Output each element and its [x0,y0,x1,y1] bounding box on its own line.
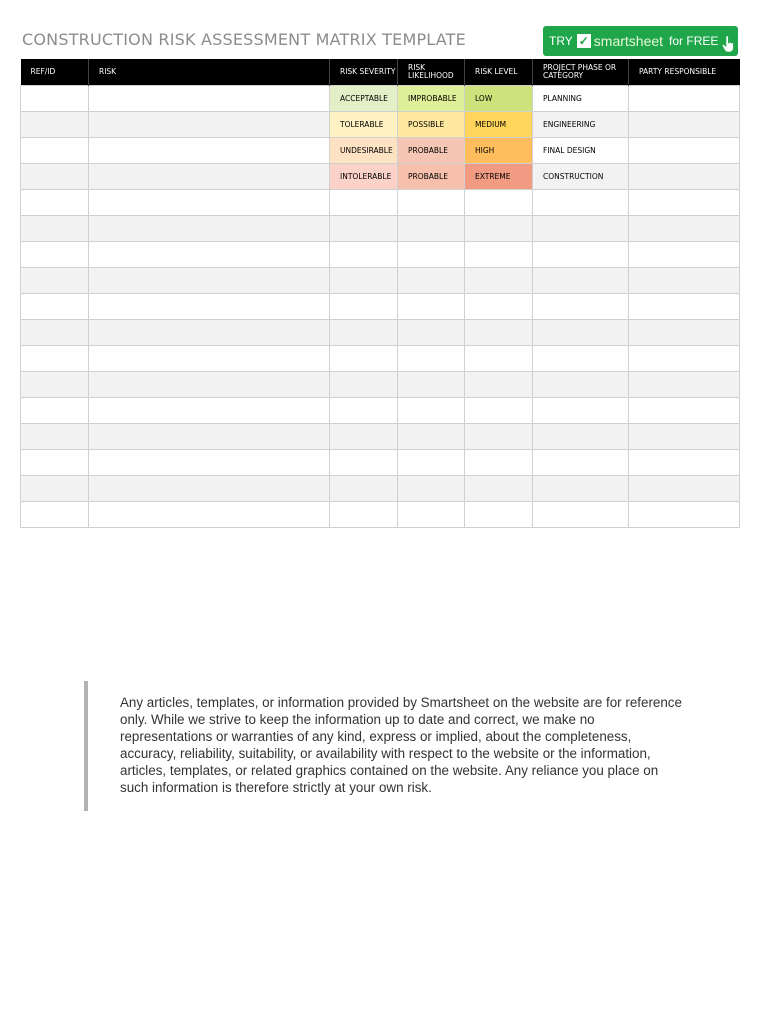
cell-party[interactable] [629,398,740,424]
table-row [21,112,740,138]
cell-phase[interactable] [533,190,629,216]
cell-likelihood[interactable] [398,346,465,372]
header-project-phase: PROJECT PHASE OR CATEGORY [533,59,629,86]
pointer-hand-icon [722,36,734,52]
cell-severity[interactable]: UNDESIRABLE [330,138,398,164]
header-risk-level: RISK LEVEL [465,59,533,86]
table-row [21,138,740,164]
cell-ref-id[interactable] [21,372,89,398]
table-row [21,424,740,450]
cell-party[interactable] [629,320,740,346]
cell-severity[interactable] [330,268,398,294]
cell-phase[interactable]: FINAL DESIGN [533,138,629,164]
cell-party[interactable] [629,164,740,190]
table-row [21,294,740,320]
cell-risk[interactable] [89,502,330,528]
risk-matrix-table [20,59,740,528]
try-smartsheet-button[interactable] [543,26,738,56]
cell-level[interactable] [465,294,533,320]
cell-severity[interactable]: TOLERABLE [330,112,398,138]
header-risk: RISK [89,59,330,86]
cell-risk[interactable] [89,346,330,372]
header-risk-severity: RISK SEVERITY [330,59,398,86]
checkmark-icon: ✓ [578,34,589,48]
cell-likelihood[interactable] [398,502,465,528]
cell-likelihood[interactable]: PROBABLE [398,164,465,190]
cell-phase[interactable]: PLANNING [533,86,629,112]
cell-likelihood[interactable] [398,216,465,242]
cell-risk[interactable] [89,424,330,450]
cell-severity[interactable] [330,216,398,242]
table-row [21,398,740,424]
cell-level[interactable] [465,268,533,294]
cell-ref-id[interactable] [21,424,89,450]
cell-phase[interactable] [533,294,629,320]
cell-severity[interactable] [330,398,398,424]
cell-party[interactable] [629,138,740,164]
cell-party[interactable] [629,112,740,138]
cell-level[interactable] [465,346,533,372]
cell-party[interactable] [629,268,740,294]
cell-ref-id[interactable] [21,86,89,112]
cell-phase[interactable] [533,450,629,476]
disclaimer-text: Any articles, templates, or information provided by Smartsheet on the website are for reference only. While we strive to keep the information up to date and correct, we make no representations or warranties of any kind, express or implied, about the completeness, accuracy, reliability, suitability, or availability with respect to the website or the information, articles, templates, or related graphics contained on the website. Any reliance you place on such information is therefore strictly at your own risk. [120,695,682,795]
table-row [21,268,740,294]
promo-brand-label: smartsheet [593,33,664,49]
cell-severity[interactable] [330,450,398,476]
table-row [21,502,740,528]
cell-risk[interactable] [89,476,330,502]
cell-risk[interactable] [89,450,330,476]
cell-risk[interactable] [89,216,330,242]
cell-severity[interactable] [330,476,398,502]
cell-level[interactable] [465,190,533,216]
cell-severity[interactable] [330,502,398,528]
cell-phase[interactable] [533,398,629,424]
promo-free-label: for FREE [669,34,719,48]
cell-risk[interactable] [89,268,330,294]
table-row [21,216,740,242]
cell-level[interactable] [465,450,533,476]
cell-level[interactable]: HIGH [465,138,533,164]
cell-risk[interactable] [89,398,330,424]
cell-level[interactable]: MEDIUM [465,112,533,138]
cell-ref-id[interactable] [21,320,89,346]
table-header-row [21,59,740,86]
cell-party[interactable] [629,476,740,502]
cell-phase[interactable] [533,320,629,346]
cell-phase[interactable] [533,476,629,502]
cell-likelihood[interactable]: PROBABLE [398,138,465,164]
cell-party[interactable] [629,242,740,268]
cell-risk[interactable] [89,86,330,112]
cell-risk[interactable] [89,320,330,346]
cell-ref-id[interactable] [21,450,89,476]
cell-risk[interactable] [89,242,330,268]
cell-ref-id[interactable] [21,164,89,190]
table-row [21,476,740,502]
cell-severity[interactable]: ACCEPTABLE [330,86,398,112]
cell-severity[interactable] [330,372,398,398]
cell-level[interactable]: EXTREME [465,164,533,190]
cell-party[interactable] [629,502,740,528]
cell-severity[interactable] [330,346,398,372]
cell-likelihood[interactable]: POSSIBLE [398,112,465,138]
cell-likelihood[interactable]: IMPROBABLE [398,86,465,112]
cell-level[interactable] [465,242,533,268]
cell-level[interactable] [465,424,533,450]
cell-level[interactable] [465,476,533,502]
cell-phase[interactable] [533,372,629,398]
cell-phase[interactable] [533,216,629,242]
cell-likelihood[interactable] [398,190,465,216]
cell-level[interactable] [465,398,533,424]
cell-phase[interactable]: ENGINEERING [533,112,629,138]
cell-party[interactable] [629,346,740,372]
cell-ref-id[interactable] [21,398,89,424]
cell-level[interactable]: LOW [465,86,533,112]
cell-ref-id[interactable] [21,294,89,320]
cell-phase[interactable] [533,424,629,450]
cell-likelihood[interactable] [398,424,465,450]
cell-likelihood[interactable] [398,320,465,346]
cell-ref-id[interactable] [21,138,89,164]
cell-level[interactable] [465,216,533,242]
cell-likelihood[interactable] [398,398,465,424]
page-title: CONSTRUCTION RISK ASSESSMENT MATRIX TEMPLATE [22,30,466,49]
cell-phase[interactable] [533,268,629,294]
table-row [21,164,740,190]
cell-party[interactable] [629,216,740,242]
cell-ref-id[interactable] [21,268,89,294]
cell-severity[interactable]: INTOLERABLE [330,164,398,190]
cell-phase[interactable] [533,346,629,372]
promo-try-label: TRY [549,34,573,48]
cell-likelihood[interactable] [398,294,465,320]
cell-level[interactable] [465,502,533,528]
cell-ref-id[interactable] [21,476,89,502]
header-risk-likelihood: RISK LIKELIHOOD [398,59,465,86]
cell-level[interactable] [465,372,533,398]
cell-ref-id[interactable] [21,346,89,372]
cell-phase[interactable]: CONSTRUCTION [533,164,629,190]
header-ref-id: REF/ID [21,59,89,86]
cell-risk[interactable] [89,138,330,164]
cell-risk[interactable] [89,294,330,320]
table-row [21,242,740,268]
cell-party[interactable] [629,450,740,476]
table-row [21,320,740,346]
cell-severity[interactable] [330,294,398,320]
cell-risk[interactable] [89,112,330,138]
cell-risk[interactable] [89,372,330,398]
cell-party[interactable] [629,372,740,398]
cell-ref-id[interactable] [21,190,89,216]
cell-ref-id[interactable] [21,242,89,268]
cell-likelihood[interactable] [398,242,465,268]
table-row [21,372,740,398]
cell-risk[interactable] [89,164,330,190]
cell-ref-id[interactable] [21,112,89,138]
table-row [21,450,740,476]
cell-ref-id[interactable] [21,216,89,242]
cell-severity[interactable] [330,320,398,346]
table-row [21,190,740,216]
cell-phase[interactable] [533,502,629,528]
cell-severity[interactable] [330,424,398,450]
table-row [21,86,740,112]
cell-party[interactable] [629,424,740,450]
disclaimer-box [84,681,688,811]
cell-severity[interactable] [330,242,398,268]
cell-phase[interactable] [533,242,629,268]
cell-party[interactable] [629,294,740,320]
cell-likelihood[interactable] [398,372,465,398]
cell-severity[interactable] [330,190,398,216]
cell-likelihood[interactable] [398,476,465,502]
cell-likelihood[interactable] [398,450,465,476]
header-party-responsible: PARTY RESPONSIBLE [629,59,740,86]
cell-ref-id[interactable] [21,502,89,528]
table-row [21,346,740,372]
cell-risk[interactable] [89,190,330,216]
cell-level[interactable] [465,320,533,346]
cell-party[interactable] [629,86,740,112]
cell-party[interactable] [629,190,740,216]
cell-likelihood[interactable] [398,268,465,294]
